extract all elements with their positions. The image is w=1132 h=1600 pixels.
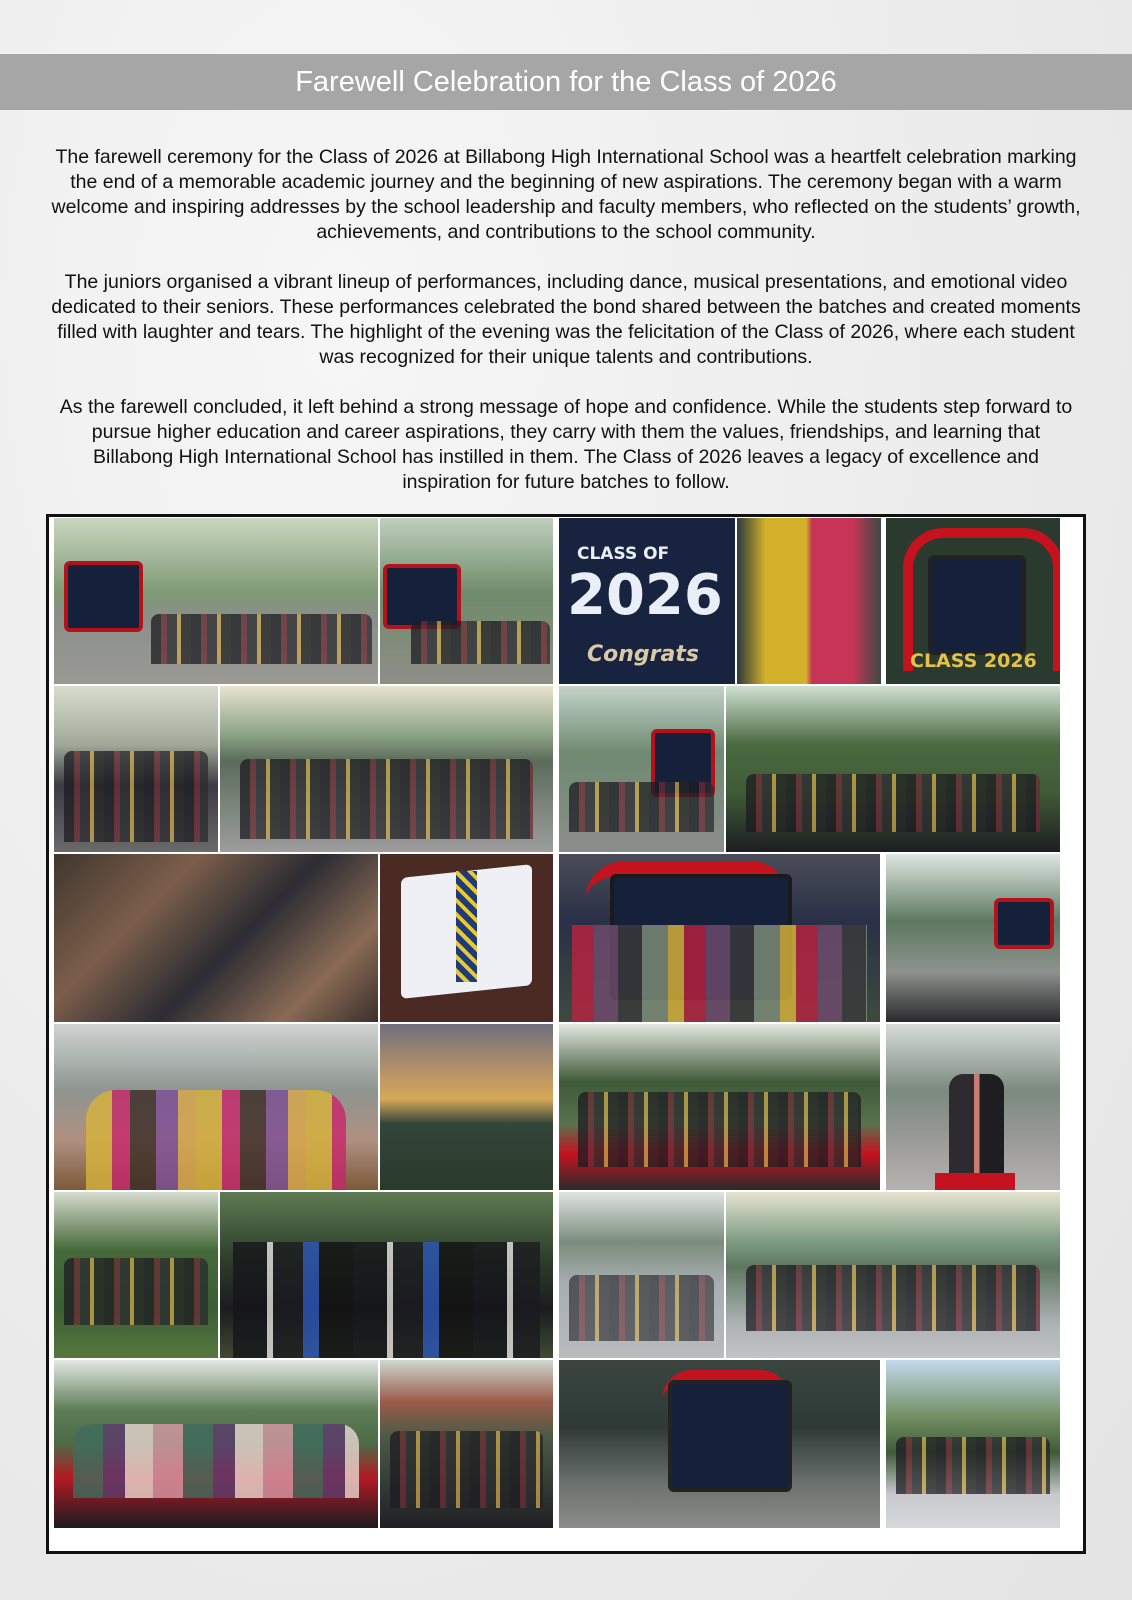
photo-stage-performance-closeup — [379, 517, 554, 685]
crowd — [64, 1258, 208, 1324]
crowd — [746, 1265, 1040, 1331]
photo-students-group-left — [53, 685, 219, 853]
photo-students-gathering-closeup — [53, 853, 379, 1023]
congrats-text: Congrats — [587, 642, 699, 667]
photo-stage-performance-wide — [53, 517, 379, 685]
crowd — [569, 782, 714, 832]
crowd — [896, 1437, 1049, 1494]
group — [233, 1242, 539, 1358]
photo-two-hosts — [736, 517, 882, 685]
crowd — [572, 925, 867, 1022]
group — [86, 1090, 345, 1190]
stage-board — [383, 564, 460, 628]
photo-courtyard-students — [558, 1191, 725, 1359]
crowd — [390, 1431, 542, 1508]
crowd — [64, 751, 208, 842]
photo-boys-around-bonfire — [219, 1191, 554, 1359]
paragraph-2: The juniors organised a vibrant lineup of performances, including dance, musical presentations, and emotional video dedicated to their seniors. These performances celebrated the bond shared between the batches and created moments filled with laughter and tears. The highlight of the evening was the felicitation of the Class of 2026, where each student was recognized for their unique talents and contributions. — [51, 271, 1081, 368]
stage-board — [668, 1380, 792, 1492]
paragraph-3: As the farewell concluded, it left behind a strong message of hope and confidence. While the students step forward to pursue higher education and career aspirations, they carry with them the values, friendships, and learning that Billabong High International School has instilled in them. The Class of 2026 leaves a legacy of excellence and inspiration for future batches to follow. — [59, 396, 1073, 493]
crowd — [411, 621, 549, 664]
stage-board — [928, 555, 1026, 656]
photo-graduates-tables — [558, 1023, 881, 1191]
paragraph-1: The farewell ceremony for the Class of 2026 at Billabong High International School was a heartfelt celebration marking the end of a memorable academic journey and the beginning of new aspirations. The ceremony began with a warm welcome and inspiring addresses by the school leadership and faculty members, who reflected on the students’ growth, achievements, and contributions to the school community. — [51, 146, 1081, 243]
photo-garden-seating-stage — [558, 685, 725, 853]
page-title: Farewell Celebration for the Class of 2026 — [295, 65, 837, 98]
photo-evening-garden-stage — [885, 853, 1061, 1023]
photo-collage — [46, 514, 1086, 1554]
class-of-text: CLASS OF — [577, 544, 670, 564]
photo-garden-dinner-tables — [725, 685, 1061, 853]
article-body — [50, 145, 1082, 520]
crowd — [151, 614, 371, 664]
photo-red-carpet-walk — [885, 1023, 1061, 1191]
red-carpet — [935, 1173, 1015, 1190]
photo-graduates-seated-caps — [53, 1359, 379, 1529]
stage-board — [994, 898, 1054, 950]
photo-stage-group-girls — [558, 853, 881, 1023]
photo-class-2026-balloon-arch — [885, 517, 1061, 685]
crowd — [746, 774, 1040, 832]
cake-tie — [456, 871, 477, 982]
photo-outdoor-procession — [885, 1359, 1061, 1529]
photo-class-of-2026-board — [558, 517, 736, 685]
photo-stage-balloon-backdrop — [558, 1359, 881, 1529]
year-text: 2026 — [567, 563, 723, 628]
banner-text: CLASS 2026 — [910, 650, 1037, 672]
photo-sunset-campus — [379, 1023, 554, 1191]
crowd — [578, 1092, 860, 1167]
photo-dining-tables-evening — [379, 1359, 554, 1529]
photo-senior-batch-group — [219, 685, 554, 853]
stage-board — [64, 561, 143, 632]
crowd — [569, 1275, 714, 1341]
photo-full-batch-group — [725, 1191, 1061, 1359]
page-title-bar — [0, 54, 1132, 110]
photo-bonfire-garden — [53, 1191, 219, 1359]
photo-girls-on-stairs — [53, 1023, 379, 1191]
crowd — [240, 759, 533, 839]
group — [73, 1424, 358, 1498]
photo-farewell-cake — [379, 853, 554, 1023]
